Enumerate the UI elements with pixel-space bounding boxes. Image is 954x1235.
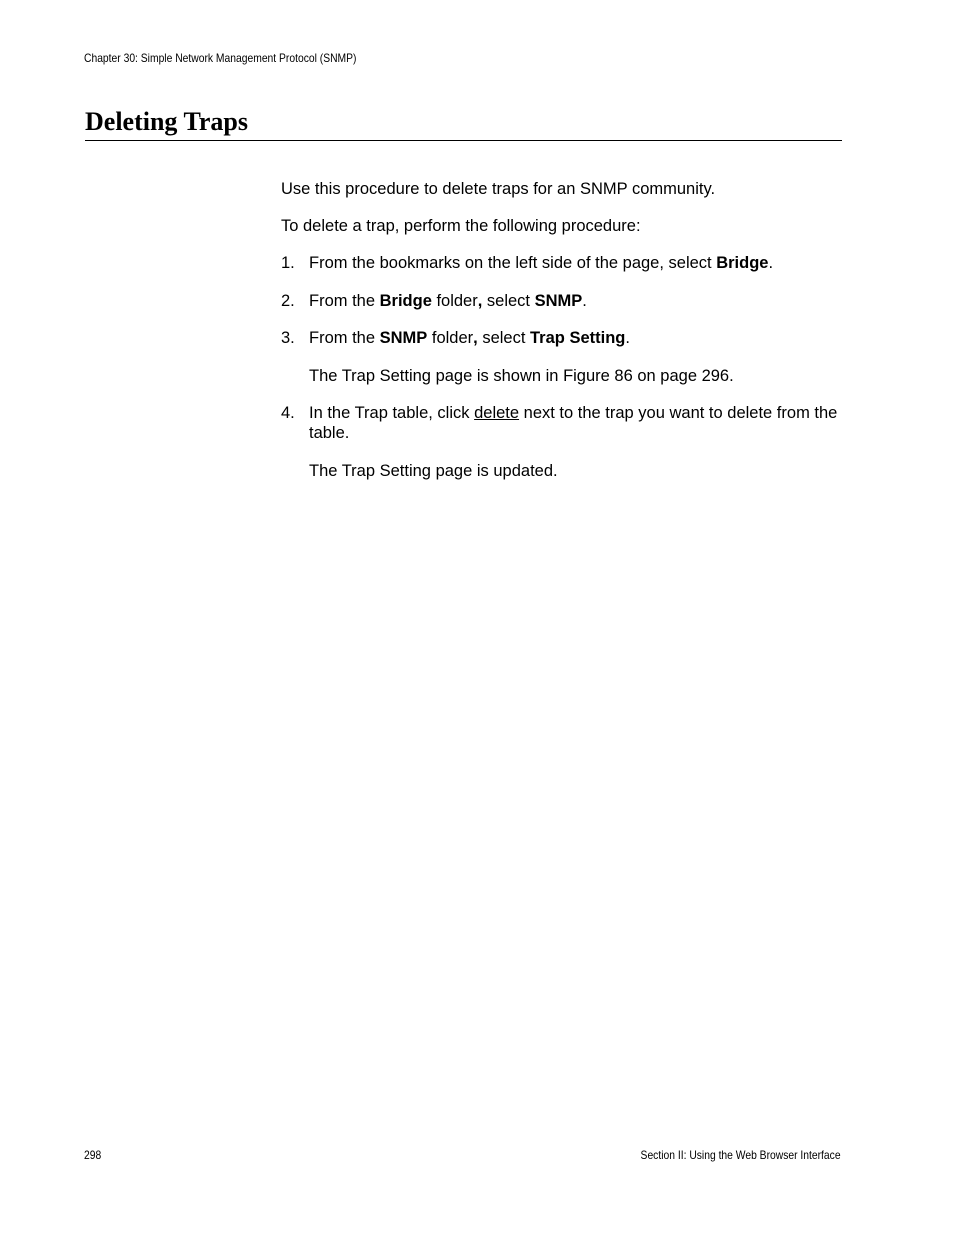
page-number: 298 <box>84 1148 102 1162</box>
ui-term-snmp: SNMP <box>379 329 428 347</box>
ui-term-trap-setting: Trap Setting <box>530 329 626 347</box>
footer-section-name: Section II: Using the Web Browser Interface <box>640 1148 841 1162</box>
delete-link-term: delete <box>474 404 520 422</box>
step-text: From the SNMP folder, select Trap Setting. <box>309 329 630 347</box>
step-text: In the Trap table, click delete next to the trap you want to delete from the table. <box>309 404 838 442</box>
ui-term-bridge: Bridge <box>716 254 769 272</box>
step-number: 1. <box>281 254 295 272</box>
step-text: From the bookmarks on the left side of the page, select Bridge. <box>309 254 774 272</box>
running-head: Chapter 30: Simple Network Management Protocol (SNMP) <box>84 51 357 65</box>
procedure-lead-in: To delete a trap, perform the following procedure: <box>281 217 641 235</box>
step-3-note: The Trap Setting page is shown in Figure 86 on page 296. <box>309 367 734 385</box>
section-title: Deleting Traps <box>85 107 248 136</box>
intro-paragraph: Use this procedure to delete traps for an SNMP community. <box>281 180 716 198</box>
step-4-note: The Trap Setting page is updated. <box>309 462 558 480</box>
step-number: 2. <box>281 292 295 310</box>
ui-term-snmp: SNMP <box>534 292 583 310</box>
title-underline-rule <box>85 140 842 141</box>
ui-term-bridge: Bridge <box>379 292 432 310</box>
step-number: 4. <box>281 404 295 422</box>
step-number: 3. <box>281 329 295 347</box>
step-text: From the Bridge folder, select SNMP. <box>309 292 587 310</box>
